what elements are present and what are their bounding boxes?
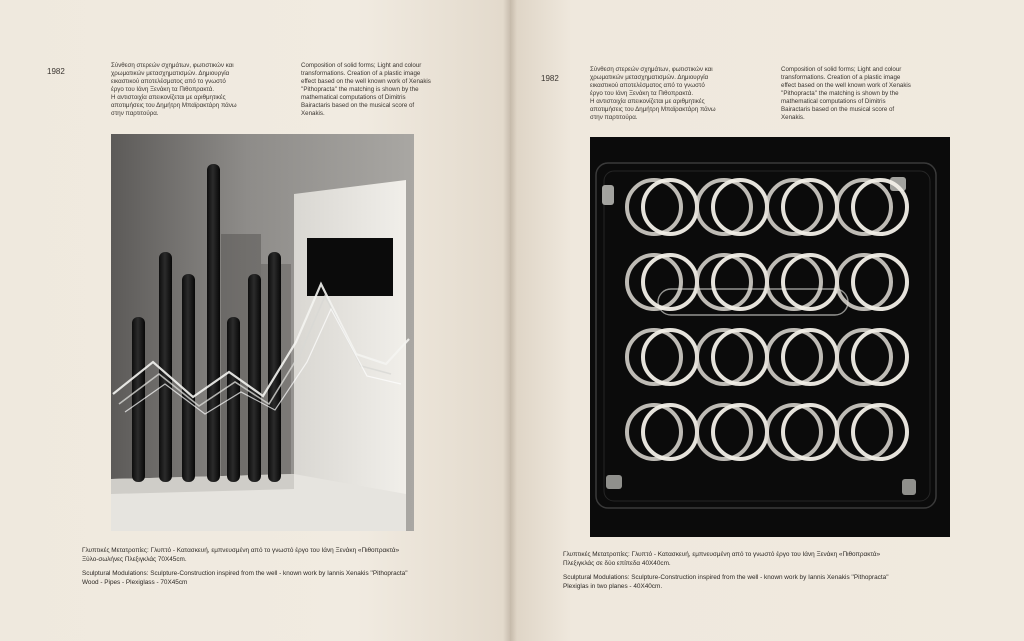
left-caption-greek-line-2: Ξύλο-σωλήνες Πλεξιγκλάς 70Χ45cm. bbox=[82, 556, 187, 563]
left-english-text: Composition of solid forms; Light and colour transformations. Creation of a plastic image effect based on the well known work of Xenakis ''Pithopracta'' the matching is shown by the mathematical computations of Dimitris Bairactaris based on the musical score of Xenakis. bbox=[301, 62, 431, 117]
right-caption-english-line-1: Sculptural Modulations: Sculpture-Construction inspired from the well - known work by Iannis Xenakis ''Pithopracta'' bbox=[563, 574, 889, 581]
left-year: 1982 bbox=[47, 67, 65, 76]
right-year: 1982 bbox=[541, 74, 559, 83]
left-caption-english-line-2: Wood - Pipes - Plexiglass - 70X45cm bbox=[82, 579, 188, 586]
book-gutter bbox=[503, 0, 517, 641]
right-caption-english-line-2: Plexiglas in two planes - 40X40cm. bbox=[563, 583, 663, 590]
left-caption-english-line-1: Sculptural Modulations: Sculpture-Construction inspired from the well - known work by Iannis Xenakis ''Pithopracta'' bbox=[82, 570, 408, 577]
right-caption-greek-line-1: Γλυπτικές Μετατροπίες: Γλυπτό - Κατασκευή, εμπνευσμένη από το γνωστό έργο του Ιάνη Ξενάκη «Πιθοπρακτά» bbox=[563, 551, 881, 558]
left-page bbox=[0, 0, 510, 641]
sculpture-photo-rings bbox=[590, 137, 950, 537]
left-caption bbox=[82, 546, 502, 587]
right-greek-text: Σύνθεση στερεών σχημάτων, φωτιστικών και χρωματικών μετασχηματισμών. Δημιουργία εικαστικού αποτελέσματος από το γνωστό έργο του Ιάνη Ξενάκη τα Πιθοπρακτά. Η αντιστοιχία απεικονίζεται με αριθμητικές αποτιμήσεις του Δημήτρη Μπαϊρακτάρη πάνω στην παρτιτούρα. bbox=[590, 66, 716, 121]
pipes-sculpture-image bbox=[111, 134, 414, 531]
rings-sculpture-image bbox=[590, 137, 950, 537]
right-caption-greek-line-2: Πλεξιγκλάς σε δύο επίπεδα 40Χ40cm. bbox=[563, 560, 671, 567]
left-caption-greek-line-1: Γλυπτικές Μετατροπίες: Γλυπτό - Κατασκευή, εμπνευσμένη από το γνωστό έργο του Ιάνη Ξενάκη «Πιθοπρακτά» bbox=[82, 547, 400, 554]
sculpture-photo-pipes bbox=[111, 134, 414, 531]
right-caption bbox=[563, 550, 1003, 591]
left-greek-text: Σύνθεση στερεών σχημάτων, φωτιστικών και χρωματικών μετασχηματισμών. Δημιουργία εικαστικού αποτελέσματος από το γνωστό έργο του Ιάνη Ξενάκη τα Πιθοπρακτά. Η αντιστοιχία απεικονίζεται με αριθμητικές αποτιμήσεις του Δημήτρη Μπαϊρακτάρη πάνω στην παρτιτούρα. bbox=[111, 62, 237, 117]
right-english-text: Composition of solid forms; Light and colour transformations. Creation of a plastic image effect based on the well known work of Xenakis ''Pithopracta'' the matching is shown by the mathematical computations of Dimitris Bairactaris based on the musical score of Xenakis. bbox=[781, 66, 911, 121]
right-page bbox=[510, 0, 1024, 641]
